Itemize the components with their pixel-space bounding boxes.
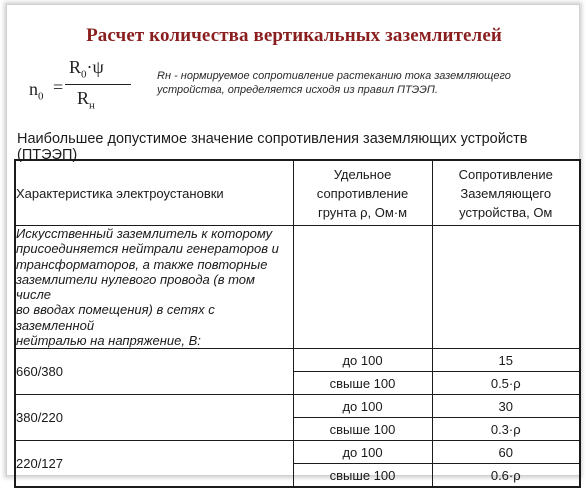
empty-cell: [432, 226, 580, 349]
resistivity-condition: свыше 100: [293, 464, 432, 488]
formula-lhs-subscript: 0: [38, 90, 44, 103]
formula-numerator-symbol: R: [69, 57, 82, 77]
header-resistance-line: устройства, Ом: [459, 204, 553, 220]
formula-note: Rн - нормируемое сопротивление растеканию тока заземляющего устройства, определяется исходя из правил ПТЭЭП.: [157, 70, 511, 96]
header-resistivity-line: грунта ρ, Ом·м: [317, 204, 408, 220]
formula-numerator-rest: ·ψ: [86, 57, 104, 77]
resistance-table: [14, 159, 581, 488]
resistivity-condition: до 100: [293, 441, 432, 464]
table-description-row: [15, 226, 580, 349]
resistance-value: 0.3·ρ: [432, 418, 580, 441]
formula-fraction-bar: [65, 84, 131, 85]
description-line: заземлители нулевого провода (в том числе: [16, 271, 255, 303]
table-row: [15, 395, 580, 418]
document-frame: [6, 4, 580, 483]
formula-lhs-symbol: n: [29, 79, 38, 99]
header-resistance: [432, 160, 580, 226]
formula-denominator-subscript: н: [89, 99, 95, 112]
formula-denominator: [77, 88, 95, 112]
empty-cell: [293, 226, 432, 349]
header-resistivity-line: Удельное: [333, 166, 392, 182]
formula-lhs: [29, 79, 44, 103]
formula-equals: =: [53, 77, 64, 97]
header-resistance-line: Сопротивление: [458, 166, 553, 182]
formula-denominator-symbol: R: [77, 88, 90, 108]
resistance-value: 0.6·ρ: [432, 464, 580, 488]
table-caption: Наибольшее допустимое значение сопротивления заземляющих устройств (ПТЭЭП): [17, 131, 528, 163]
header-resistivity: [293, 160, 432, 226]
description-line: во вводах помещения) в сетях с заземленной: [16, 302, 215, 333]
resistivity-condition: до 100: [293, 395, 432, 418]
resistivity-condition: свыше 100: [293, 418, 432, 441]
installation-description: [15, 226, 293, 349]
formula-numerator: [69, 57, 104, 81]
resistance-value: 60: [432, 441, 580, 464]
header-characteristic: Характеристика электроустановки: [15, 160, 293, 226]
description-line: нейтралью на напряжение, В:: [16, 333, 201, 349]
table-header-row: [15, 160, 580, 226]
table-row: [15, 441, 580, 464]
table-row: [15, 349, 580, 372]
header-resistance-line: Заземляющего: [460, 185, 552, 201]
header-resistivity-line: сопротивление: [316, 185, 409, 201]
formula-numerator-subscript: 0: [81, 68, 87, 81]
resistance-value: 30: [432, 395, 580, 418]
description-line: Искусственный заземлитель к которому: [16, 226, 273, 241]
description-line: присоединяется нейтрали генераторов и: [16, 241, 279, 257]
resistance-value: 0.5·ρ: [432, 372, 580, 395]
description-line: трансформаторов, а также повторные: [16, 256, 268, 272]
document-title: Расчет количества вертикальных заземлителей: [86, 25, 502, 46]
resistivity-condition: свыше 100: [293, 372, 432, 395]
resistance-value: 15: [432, 349, 580, 372]
resistivity-condition: до 100: [293, 349, 432, 372]
voltage-cell: 220/127: [15, 441, 293, 488]
voltage-cell: 660/380: [15, 349, 293, 395]
voltage-cell: 380/220: [15, 395, 293, 441]
